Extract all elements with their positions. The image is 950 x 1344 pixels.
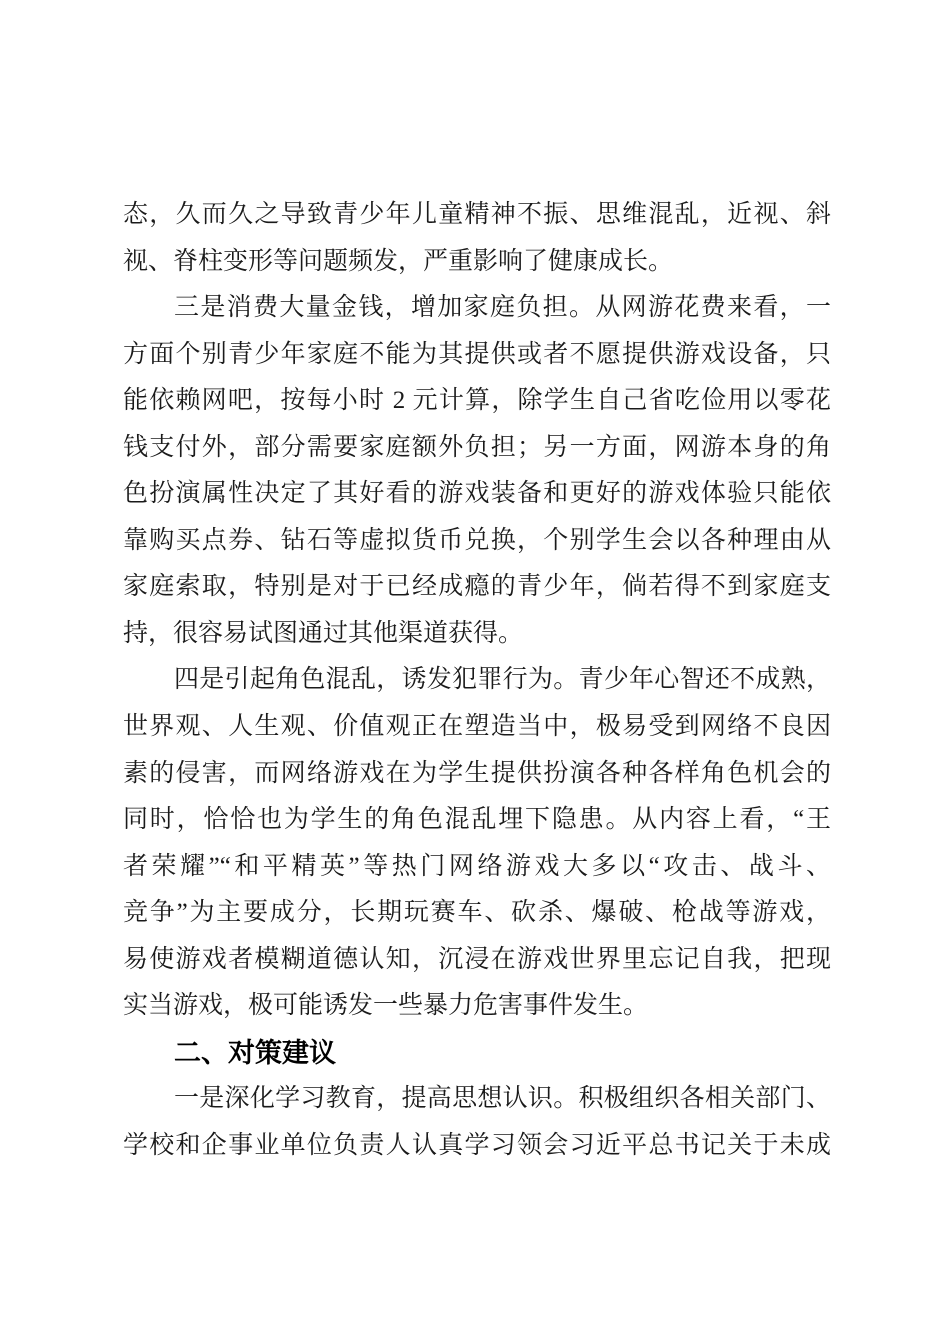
section-heading-text: 二、对策建议 (174, 1037, 336, 1068)
text-line: 色扮演属性决定了其好看的游戏装备和更好的游戏体验只能依 (123, 480, 831, 508)
text-line: 视、脊柱变形等问题频发，严重影响了健康成长。 (123, 247, 674, 275)
text-line: 世界观、人生观、价值观正在塑造当中，极易受到网络不良因 (123, 713, 831, 741)
text-line: 易使游戏者模糊道德认知，沉浸在游戏世界里忘记自我，把现 (123, 945, 831, 973)
text-line: 钱支付外，部分需要家庭额外负担；另一方面，网游本身的角 (123, 433, 831, 461)
text-line: 实当游戏，极可能诱发一些暴力危害事件发生。 (123, 992, 649, 1020)
section-heading (123, 1030, 831, 1077)
text-line: 同时，恰恰也为学生的角色混乱埋下隐患。从内容上看，“王 (123, 806, 831, 834)
text-line: 竞争”为主要成分，长期玩赛车、砍杀、爆破、枪战等游戏， (123, 899, 831, 927)
text-line: 家庭索取，特别是对于已经成瘾的青少年，倘若得不到家庭支 (123, 573, 831, 601)
text-line: 能依赖网吧，按每小时 2 元计算，除学生自己省吃俭用以零花 (123, 387, 831, 415)
paragraph-point-four (123, 657, 831, 1029)
paragraph-point-three (123, 285, 831, 657)
text-line: 一是深化学习教育，提高思想认识。积极组织各相关部门、 (174, 1085, 831, 1113)
paragraph-continuation (123, 192, 831, 285)
text-line: 方面个别青少年家庭不能为其提供或者不愿提供游戏设备，只 (123, 340, 831, 368)
text-line: 素的侵害，而网络游戏在为学生提供扮演各种各样角色机会的 (123, 759, 831, 787)
text-line: 者荣耀”“和平精英”等热门网络游戏大多以“攻击、战斗、 (123, 852, 831, 880)
document-body (123, 192, 831, 1169)
text-line: 四是引起角色混乱，诱发犯罪行为。青少年心智还不成熟， (174, 666, 831, 694)
text-line: 三是消费大量金钱，增加家庭负担。从网游花费来看，一 (174, 294, 831, 322)
text-line: 学校和企事业单位负责人认真学习领会习近平总书记关于未成 (123, 1131, 831, 1159)
paragraph-point-one (123, 1076, 831, 1169)
text-line: 靠购买点券、钻石等虚拟货币兑换，个别学生会以各种理由从 (123, 526, 831, 554)
text-line: 态，久而久之导致青少年儿童精神不振、思维混乱，近视、斜 (123, 201, 831, 228)
text-line: 持，很容易试图通过其他渠道获得。 (123, 619, 524, 647)
